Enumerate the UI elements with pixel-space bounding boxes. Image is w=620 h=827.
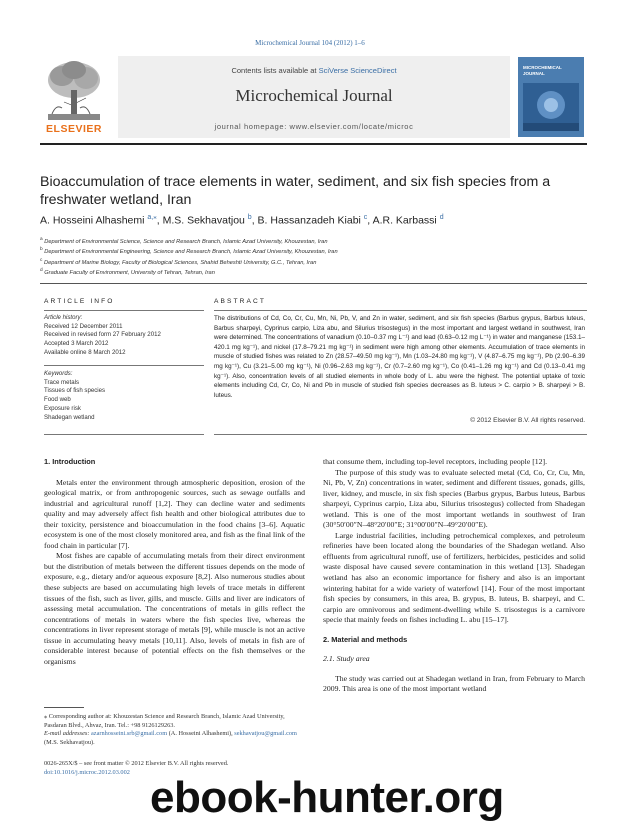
- author-affiliation-mark[interactable]: d: [439, 214, 444, 221]
- email-link[interactable]: sekhavatjou@gmail.com: [234, 730, 297, 737]
- author-name[interactable]: A. Hosseini Alhashemi: [40, 214, 145, 227]
- affiliation-item: [40, 257, 590, 267]
- author-affiliation-mark[interactable]: b: [247, 214, 252, 221]
- watermark-text: ebook-hunter.org: [150, 773, 504, 822]
- header-rule: [40, 283, 587, 284]
- body-right-column: [323, 457, 585, 695]
- affiliation-mark: c: [40, 257, 43, 263]
- history-item: Available online 8 March 2012: [44, 348, 126, 356]
- author-affiliation-mark[interactable]: a,⁎: [147, 214, 157, 221]
- history-rule: [44, 365, 204, 366]
- masthead-rule: [40, 143, 587, 145]
- corresponding-note: ⁎ Corresponding author at: Khouzestan Science and Research Branch, Islamic Azad University, Pasdaran Blvd., Ahvaz, Iran. Tel.: +98 9126129263.: [44, 713, 285, 729]
- history-item: Received 12 December 2011: [44, 322, 123, 330]
- cover-title: MICROCHEMICAL JOURNAL: [523, 65, 562, 76]
- email-owner: (M.S. Sekhavatjou).: [44, 738, 95, 746]
- publisher-name: ELSEVIER: [46, 123, 102, 135]
- author-name[interactable]: M.S. Sekhavatjou: [162, 214, 245, 227]
- email-label: E-mail addresses:: [44, 730, 90, 737]
- journal-cover-thumbnail[interactable]: [518, 57, 584, 137]
- article-info-label: ARTICLE INFO: [44, 298, 115, 305]
- affiliation-list: [40, 236, 590, 278]
- journal-masthead: [40, 56, 587, 138]
- affiliation-item: [40, 267, 590, 277]
- journal-name: Microchemical Journal: [235, 86, 393, 105]
- history-item: Received in revised form 27 February 2012: [44, 331, 161, 339]
- body-paragraph: Large industrial facilities, including petrochemical complexes, and petroleum refineries have been located along the boundaries of the Shadegan wetland. Also effluents from agricultural runoff, use of fertilizers, herbicides, pesticides and solid waste disposal have caused severe contamination in this wetland [13]. Shadegan wetland has also an economic importance for fishery and also is an important wintering habitat for a wide variety of waterfowl [14]. Four of the most important fish species by consumers, in this area, B. grypus, B. luteus, B. sharpeyi, and C. carpio are omnivorous and sediment-dwelling while S. trisostegus is a carnivore specie that mainly feeds on fishes including L. abu [15–17].: [323, 530, 585, 625]
- keywords-heading: Keywords:: [44, 370, 73, 377]
- author-list: A. Hosseini Alhashemi $^{a,⁎}$, M.S. Sekhavatjou $^b$, B. Hassanzadeh Kiabi $^c$, A.R. Karbassi $^d$: [40, 214, 444, 227]
- footnote-rule: [44, 707, 84, 708]
- keyword-item[interactable]: Exposure risk: [44, 404, 81, 412]
- contents-line: [118, 66, 510, 75]
- info-bottom-rule: [44, 434, 204, 435]
- abstract-rule: [214, 310, 587, 311]
- email-owner: (A. Hosseini Alhashemi),: [168, 730, 233, 737]
- cover-image: [523, 83, 579, 131]
- affiliation-item: [40, 236, 590, 246]
- abstract-bottom-rule: [214, 434, 587, 435]
- affiliation-mark: a: [40, 237, 43, 242]
- journal-citation[interactable]: Microchemical Journal 104 (2012) 1–6: [255, 39, 365, 47]
- keywords-block: [44, 370, 204, 422]
- body-paragraph: The purpose of this study was to evaluate selected metal (Cd, Co, Cr, Cu, Mn, Ni, Pb, V, Zn) concentrations in water, sediment and different tissues, gonads, gills, liver, kidney, and muscle, in six fish species (Barbus grypus, Barbus luteus, Barbus sharpeyi, Cyprinus carpio, Liza abu, Silurius trisostegus) collected from Shadegan wetland. This is one of the most important wetlands in southwest of Iran (30°50′00″N–48°20′00″E; 31°00′00″N–49°20′00″E).: [323, 467, 585, 530]
- abstract-text: The distributions of Cd, Co, Cr, Cu, Mn, Ni, Pb, V, and Zn in water, sediment, and six fish species (Barbus grypus, Barbus luteus, Barbus sharpeyi, Cyprinus carpio, Liza abu, and Silurius trisostegus) in the most important and largest wetland in southwest, Iran were determined. The concentrations of vanadium (0.10–0.37 mg L⁻¹) and lead (0.63–0.12 mg L⁻¹) in water and manganese (153.1–420.1 mg kg⁻¹), and nickel (17.8–79.21 mg kg⁻¹) in sediment were high among other elements. Accumulation of trace elements in muscle of studied fishes was related to Zn (28.57–49.50 mg kg⁻¹), Mn (1.03–24.80 mg kg⁻¹), V (4.87–6.75 mg kg⁻¹), Pb (2.90–6.39 mg kg⁻¹), Cu (3.21–5.00 mg kg⁻¹), Ni (0.96–2.63 mg kg⁻¹), Cr (0.7–2.60 mg kg⁻¹), Co (0.41–1.26 mg kg⁻¹) and Cd (0.13–0.41 mg kg⁻¹). Also, concentration levels of all studied elements in whole body of L. abu were the highest. The potential uptake of toxic elements including Cd, Cr, Co, Ni and Pb in muscle of studied fish species decreases as B. luteus > C. carpio > B. sharpeyi > B. luteus.: [214, 315, 585, 399]
- body-paragraph: Most fishes are capable of accumulating metals from their direct environment but the distribution of metals between the different tissues depends on the mode of exposure, e.g., dietary and/or aqueous exposure [8,2]. Also numerous studies about these subjects are based on accumulating high levels of trace metals in different tissues of the fish, such as liver, gills, and muscle. Gills and liver are indicators of assessing metal accumulation. The concentrations of metals in gills reflect the concentrations of metals in waters where the fish species live, whereas the concentrations in liver represent storage of metals [9], while muscle is not an active tissue in accumulating heavy metals [10,11]. Also, levels of metals in fish are of considerable interest because of potential effects on the fish themselves or the organisms: [44, 551, 305, 666]
- contents-prefix: Contents lists available at: [231, 66, 319, 75]
- author-name[interactable]: A.R. Karbassi: [372, 214, 437, 227]
- journal-homepage[interactable]: journal homepage: www.elsevier.com/locate/microc: [214, 122, 414, 131]
- abstract-copyright: © 2012 Elsevier B.V. All rights reserved.: [470, 417, 585, 424]
- affiliation-text: Department of Environmental Science, Science and Research Branch, Islamic Azad University, Khouzestan, Iran: [44, 238, 328, 245]
- affiliation-mark: b: [40, 247, 43, 253]
- author-name[interactable]: B. Hassanzadeh Kiabi: [257, 214, 361, 227]
- front-matter-line: 0026-265X/$ – see front matter © 2012 Elsevier B.V. All rights reserved.: [44, 760, 229, 767]
- affiliation-text: Graduate Faculty of Environment, University of Tehran, Tehran, Iran: [44, 270, 215, 277]
- journal-banner: [118, 56, 510, 138]
- body-paragraph: The study was carried out at Shadegan wetland in Iran, from February to March 2009. This area is one of the most important wetland: [323, 673, 585, 694]
- history-heading: Article history:: [44, 314, 83, 321]
- keyword-item[interactable]: Trace metals: [44, 378, 79, 386]
- body-paragraph: Metals enter the environment through atmospheric deposition, erosion of the geological matrix, or from anthropogenic sources, such as sewage outfalls and industrial and agricultural runoff [1,2]. They can decline water and sediments quality and may adversely affect fish health and other biological attributes due to their toxicity, persistence and bioaccumulation in the food chains [3–6]. Aquatic ecosystem is one of the most closely monitored area, and fish as the final link of the food chain in particular [7].: [44, 477, 305, 550]
- keyword-item[interactable]: Tissues of fish species: [44, 387, 106, 395]
- body-paragraph: that consume them, including top-level receptors, including people [12].: [323, 457, 548, 466]
- elsevier-logo[interactable]: [40, 56, 108, 136]
- affiliation-item: [40, 246, 590, 256]
- history-item: Accepted 3 March 2012: [44, 340, 109, 348]
- affiliation-text: Department of Marine Biology, Faculty of Biological Sciences, Shahid Beheshti University, G.C., Tehran, Iran: [43, 259, 317, 266]
- doi-link[interactable]: doi:10.1016/j.microc.2012.03.002: [44, 768, 130, 776]
- email-line: [44, 730, 304, 747]
- subsection-heading: 2.1. Study area: [323, 654, 370, 664]
- corresponding-author-footnote: [44, 713, 304, 747]
- abstract-label: ABSTRACT: [214, 298, 266, 305]
- article-title: Bioaccumulation of trace elements in water, sediment, and six fish species from a freshwater wetland, Iran: [40, 174, 551, 208]
- email-link[interactable]: azarnhosseini.srb@gmail.com: [91, 730, 168, 737]
- section-heading: 1. Introduction: [44, 457, 96, 466]
- affiliation-text: Department of Environmental Engineering, Science and Research Branch, Islamic Azad University, Khouzestan, Iran: [44, 249, 338, 256]
- affiliation-mark: d: [40, 268, 43, 274]
- sciencedirect-link[interactable]: SciVerse ScienceDirect: [318, 66, 397, 75]
- body-left-column: [44, 457, 305, 667]
- article-history: [44, 314, 204, 358]
- section-heading: 2. Material and methods: [323, 634, 408, 644]
- info-rule: [44, 310, 204, 311]
- elsevier-tree-icon: [40, 56, 108, 122]
- keyword-item[interactable]: Shadegan wetland: [44, 413, 95, 421]
- keyword-item[interactable]: Food web: [44, 396, 71, 404]
- author-affiliation-mark[interactable]: c: [363, 214, 368, 221]
